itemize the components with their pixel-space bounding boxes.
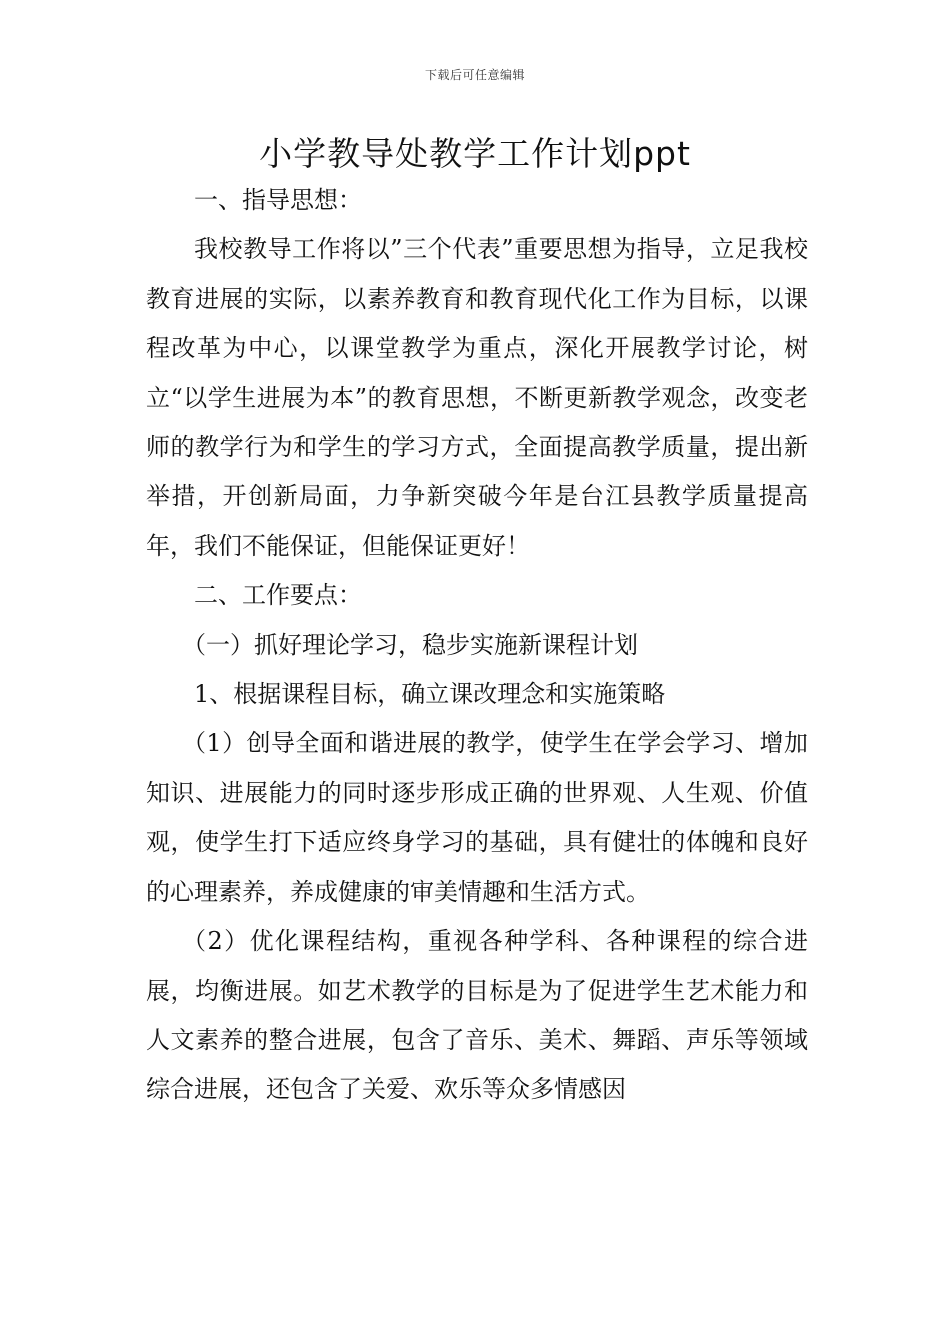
item-heading-course-goals: 1、根据课程目标，确立课改理念和实施策略 [194,680,666,709]
paragraph-item-1: （1）创导全面和谐进展的教学，使学生在学会学习、增加知识、进展能力的同时逐步形成正确的世界观、人生观、价值观，使学生打下适应终身学习的基础，具有健壮的体魄和良好的心理素养，养成健康的审美情趣和生活方式。 [146,729,808,906]
header-note: 下载后可任意编辑 [424,68,525,82]
paragraph-guiding-ideology: 我校教导工作将以”三个代表”重要思想为指导，立足我校教育进展的实际，以素养教育和教育现代化工作为目标，以课程改革为中心，以课堂教学为重点，深化开展教学讨论，树立“以学生进展为本”的教育思想，不断更新教学观念，改变老师的教学行为和学生的学习方式，全面提高教学质量，提出新举措，开创新局面，力争新突破今年是台江县教学质量提高年，我们不能保证，但能保证更好！ [146,235,808,560]
section-heading-guiding-ideology: 一、指导思想： [194,186,362,214]
document-body [146,176,808,1115]
document-title: 小学教导处教学工作计划ppt [259,134,691,173]
subsection-heading-theory-study: （一）抓好理论学习，稳步实施新课程计划 [182,630,638,659]
paragraph-item-2: （2）优化课程结构，重视各种学科、各种课程的综合进展，均衡进展。如艺术教学的目标是为了促进学生艺术能力和人文素养的整合进展，包含了音乐、美术、舞蹈、声乐等领域综合进展，还包含了关爱、欢乐等众多情感因 [146,927,808,1104]
section-heading-work-points: 二、工作要点： [194,581,362,610]
